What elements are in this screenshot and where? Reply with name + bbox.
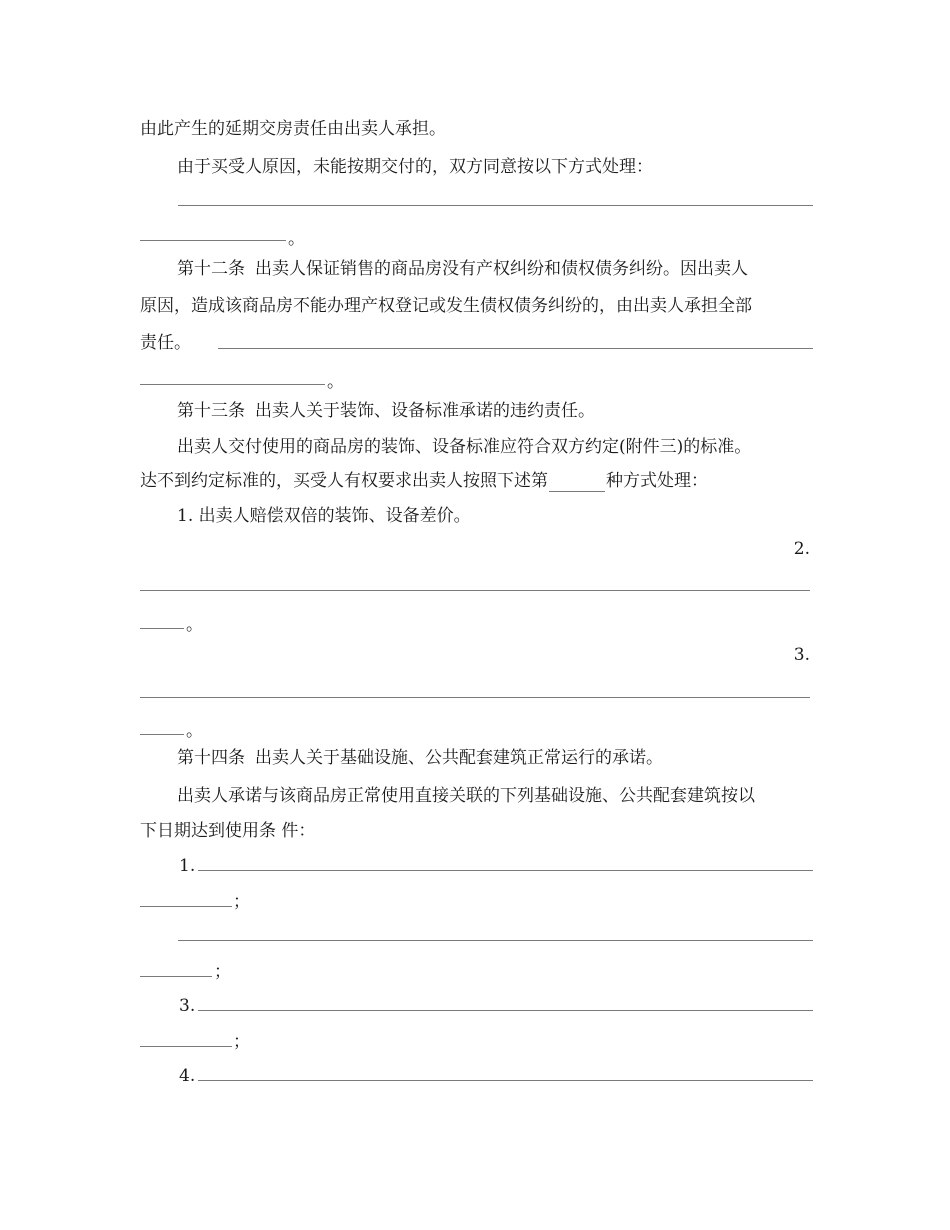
list-number: 1. xyxy=(179,856,196,876)
text-line: 由此产生的延期交房责任由出卖人承担。 xyxy=(140,119,446,139)
list-number: 2. xyxy=(793,539,810,559)
list-item: 1. 出卖人赔偿双倍的装饰、设备差价。 xyxy=(177,506,471,526)
fill-in-blank xyxy=(140,1046,232,1047)
article-number: 第十四条 xyxy=(177,748,245,768)
fill-in-blank xyxy=(140,384,325,385)
text-line: 。 xyxy=(186,615,203,635)
text-line: 由于买受人原因，未能按期交付的，双方同意按以下方式处理： xyxy=(177,157,653,177)
fill-in-blank xyxy=(198,870,813,871)
fill-in-blank xyxy=(140,976,212,977)
list-number: 3. xyxy=(793,645,810,665)
fill-in-blank xyxy=(140,240,286,241)
article-13-heading xyxy=(177,400,595,422)
fill-in-blank xyxy=(140,906,232,907)
article-14-heading xyxy=(177,747,663,769)
article-number: 第十二条 xyxy=(177,259,245,279)
text-line: 。 xyxy=(288,229,305,249)
text-line: 出卖人承诺与该商品房正常使用直接关联的下列基础设施、公共配套建筑按以 xyxy=(177,786,755,806)
fill-in-blank xyxy=(140,590,810,591)
list-number: 3. xyxy=(179,996,196,1016)
fill-in-blank xyxy=(140,734,184,735)
fill-in-blank xyxy=(178,940,813,941)
fill-in-blank xyxy=(198,1010,813,1011)
text-line xyxy=(140,470,708,492)
list-number: 4. xyxy=(179,1066,196,1086)
text-line: 。 xyxy=(327,372,344,392)
text-span: 达不到约定标准的，买受人有权要求出卖人按照下述第 xyxy=(140,471,548,491)
article-number: 第十三条 xyxy=(177,401,245,421)
text-line: 。 xyxy=(186,721,203,741)
text-line: ； xyxy=(233,1032,250,1052)
article-12-heading xyxy=(177,258,748,280)
fill-in-blank xyxy=(549,477,605,492)
text-line: ； xyxy=(214,962,231,982)
fill-in-blank xyxy=(198,1080,813,1081)
fill-in-blank xyxy=(140,697,810,698)
fill-in-blank xyxy=(178,205,813,206)
text-span: 种方式处理： xyxy=(606,471,708,491)
text-line: 原因，造成该商品房不能办理产权登记或发生债权债务纠纷的，由出卖人承担全部 xyxy=(140,296,752,316)
article-text: 出卖人保证销售的商品房没有产权纠纷和债权债务纠纷。因出卖人 xyxy=(255,259,748,279)
article-text: 出卖人关于装饰、设备标准承诺的违约责任。 xyxy=(255,401,595,421)
fill-in-blank xyxy=(218,348,813,349)
text-line: ； xyxy=(233,892,250,912)
article-text: 出卖人关于基础设施、公共配套建筑正常运行的承诺。 xyxy=(255,748,663,768)
text-line: 责任。 xyxy=(140,333,191,353)
text-line: 出卖人交付使用的商品房的装饰、设备标准应符合双方约定(附件三)的标准。 xyxy=(177,437,752,457)
text-line: 下日期达到使用条 件： xyxy=(140,821,316,841)
fill-in-blank xyxy=(140,628,184,629)
